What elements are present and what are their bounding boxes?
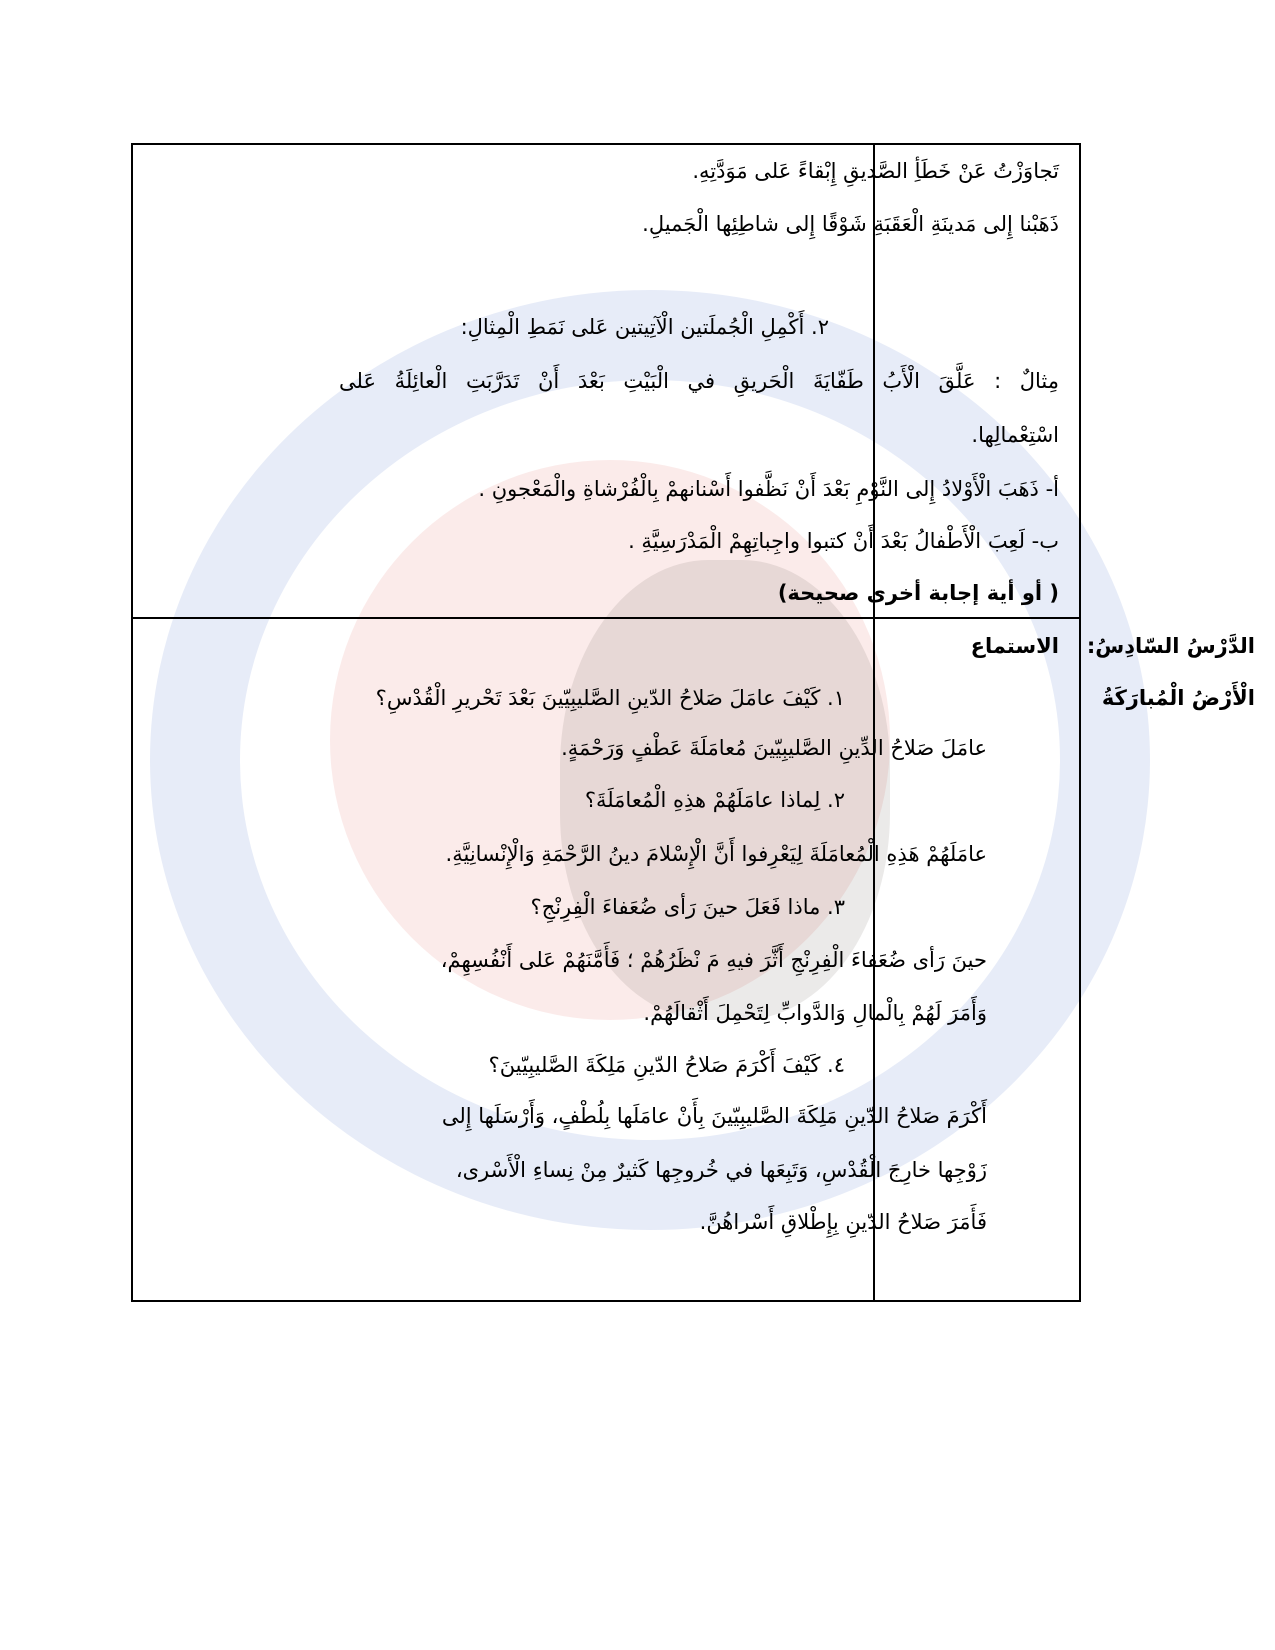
question-3: ٣. ماذا فَعَلَ حينَ رَأى ضُعَفاءَ الْفِرِنْجِ؟ — [530, 895, 845, 919]
row-divider — [133, 617, 1079, 619]
answer-1: عامَلَ صَلاحُ الدِّينِ الصَّليبِيّينَ مُعامَلَةَ عَطْفٍ وَرَحْمَةٍ. — [561, 736, 987, 760]
answer-3: حينَ رَأى ضُعَفاءَ الْفِرِنْجِ أَثَّرَ فيهِ مَ نْظَرُهُمْ ؛ فَأَمَّنَهُمْ عَلى أَنْفُسِهِمْ، — [440, 948, 987, 972]
example-line: اسْتِعْمالِها. — [971, 423, 1059, 447]
section-heading: الاستماع — [970, 634, 1059, 658]
answer-4: أَكْرَمَ صَلاحُ الدّينِ مَلِكَةَ الصَّليبِيّينَ بِأَنْ عامَلَها بِلُطْفٍ، وَأَرْسَلَها إِلى — [441, 1104, 987, 1128]
sentence-line: ذَهَبْنا إِلى مَدينَةِ الْعَقَبَةِ شَوْقًا إِلى شاطِئِها الْجَميلِ. — [642, 212, 1059, 236]
lesson-name: الْأَرْضُ الْمُبارَكَةُ — [1101, 686, 1255, 710]
answer-4: زَوْجِها خارِجَ الْقُدْسِ، وَتَبِعَها في خُروجِها كَثيرٌ مِنْ نِساءِ الْأَسْرى، — [455, 1158, 987, 1182]
answer-a: أ- ذَهَبَ الْأَوْلادُ إِلى النَّوْمِ بَعْدَ أَنْ نَظَّفوا أَسْنانهمْ بِالْفُرْشاةِ والْمَعْجونِ . — [478, 477, 1059, 501]
answer-b: ب- لَعِبَ الْأَطْفالُ بَعْدَ أَنْ كتبوا واجِباتِهِمْ الْمَدْرَسِيَّةِ . — [628, 529, 1059, 553]
question-1: ١. كَيْفَ عامَلَ صَلاحُ الدّينِ الصَّليبِيّينَ بَعْدَ تَحْريرِ الْقُدْسِ؟ — [375, 686, 845, 710]
sentence-line: تَجاوَزْتُ عَنْ خَطَأِ الصَّديقِ إِبْقاءً عَلى مَوَدَّتِهِ. — [692, 159, 1059, 183]
answer-2: عامَلَهُمْ هَذِهِ الْمُعامَلَةَ لِيَعْرِفوا أَنَّ الْإِسْلامَ دينُ الرَّحْمَةِ وَالْإِنْسانِيَّةِ. — [445, 842, 987, 866]
answer-4: فَأَمَرَ صَلاحُ الدّينِ بِإِطْلاقِ أَسْراهُنَّ. — [699, 1210, 987, 1234]
answer-3: وَأَمَرَ لَهُمْ بِالْمالِ وَالدَّوابِّ لِتَحْمِلَ أَثْقالَهُمْ. — [643, 1001, 987, 1025]
exercise-heading: ٢. أَكْمِلِ الْجُملَتين الْآتِيتين عَلى نَمَطِ الْمِثالِ: — [460, 315, 829, 339]
example-line: مِثالٌ : عَلَّقَ الْأَبُ طَفّايَةَ الْحَريقِ في الْبَيْتِ بَعْدَ أَنْ تَدَرَّبَتِ الْعائِلَةُ عَلى — [339, 369, 1059, 393]
note: ( أو أية إجابة أخرى صحيحة) — [777, 581, 1059, 605]
question-2: ٢. لِماذا عامَلَهُمْ هذِهِ الْمُعامَلَةَ؟ — [584, 788, 845, 812]
question-4: ٤. كَيْفَ أَكْرَمَ صَلاحُ الدّينِ مَلِكَةَ الصَّليبِيّينَ؟ — [488, 1053, 845, 1077]
lesson-title: الدَّرْسُ السّادِسُ: — [1086, 634, 1255, 658]
